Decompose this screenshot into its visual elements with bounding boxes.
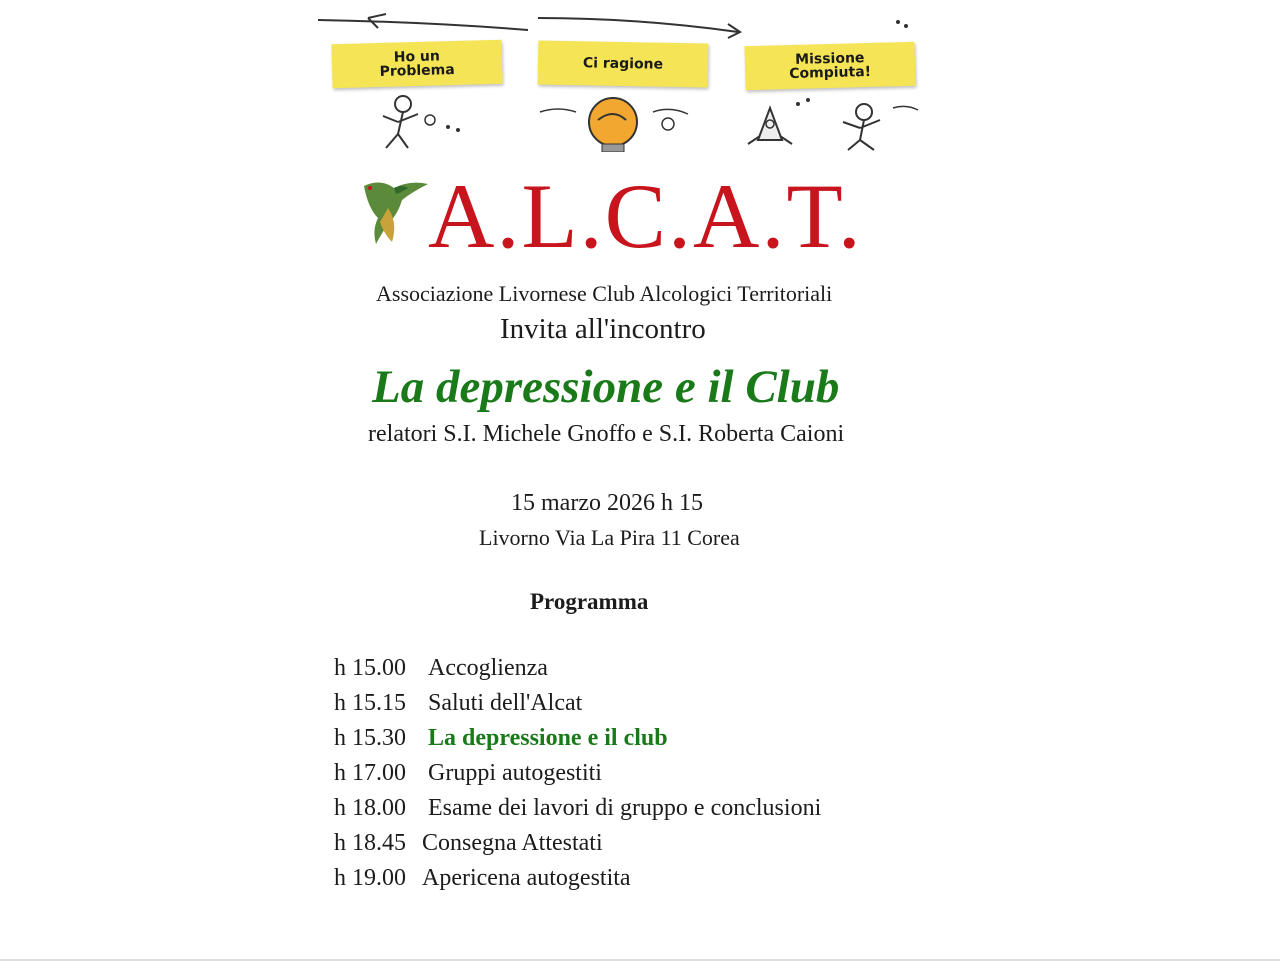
sticky-note-reasoning [538, 41, 709, 88]
program-item [334, 792, 821, 827]
program-time: h 15.00 [334, 655, 406, 681]
sticky-note-mission [744, 42, 915, 90]
sticky-note-line: Ho un [393, 48, 441, 66]
program-time: h 15.30 [334, 725, 406, 751]
program-activity: Apericena autogestita [422, 865, 631, 891]
program-list [334, 652, 821, 897]
program-activity: Saluti dell'Alcat [428, 690, 583, 716]
program-time: h 15.15 [334, 690, 406, 716]
program-time: h 17.00 [334, 760, 406, 786]
program-time: h 18.45 [334, 830, 406, 856]
sticky-note-line: Ci ragione [582, 55, 664, 73]
program-activity: Consegna Attestati [422, 830, 603, 856]
event-date: 15 marzo 2026 h 15 [511, 490, 703, 516]
program-item [334, 827, 821, 862]
speakers-line: relatori S.I. Michele Gnoffo e S.I. Roberta Caioni [368, 421, 845, 447]
program-item [334, 652, 821, 687]
program-item [334, 687, 821, 722]
program-activity-highlight: La depressione e il club [428, 725, 668, 751]
sticky-note-line: Problema [379, 62, 455, 80]
event-location: Livorno Via La Pira 11 Corea [479, 525, 740, 550]
program-heading: Programma [530, 589, 649, 614]
page-bottom-divider [0, 959, 1280, 961]
program-item [334, 757, 821, 792]
association-name: Associazione Livornese Club Alcologici Territoriali [376, 281, 833, 306]
program-activity: Gruppi autogestiti [428, 760, 602, 786]
sticky-note-problem [331, 40, 502, 88]
program-activity: Esame dei lavori di gruppo e conclusioni [428, 795, 822, 821]
program-time: h 18.00 [334, 795, 406, 821]
program-activity: Accoglienza [428, 655, 548, 681]
sticky-note-line: Compiuta! [789, 63, 872, 83]
invite-text: Invita all'incontro [500, 313, 706, 345]
header-illustration [308, 12, 946, 152]
organization-logo-text: A.L.C.A.T. [428, 165, 863, 267]
program-item [334, 862, 821, 897]
sticky-note-line: Missione [794, 50, 865, 68]
bird-logo-icon [358, 178, 432, 246]
program-item [334, 722, 821, 757]
program-time: h 19.00 [334, 865, 406, 891]
event-title: La depressione e il Club [372, 361, 840, 413]
